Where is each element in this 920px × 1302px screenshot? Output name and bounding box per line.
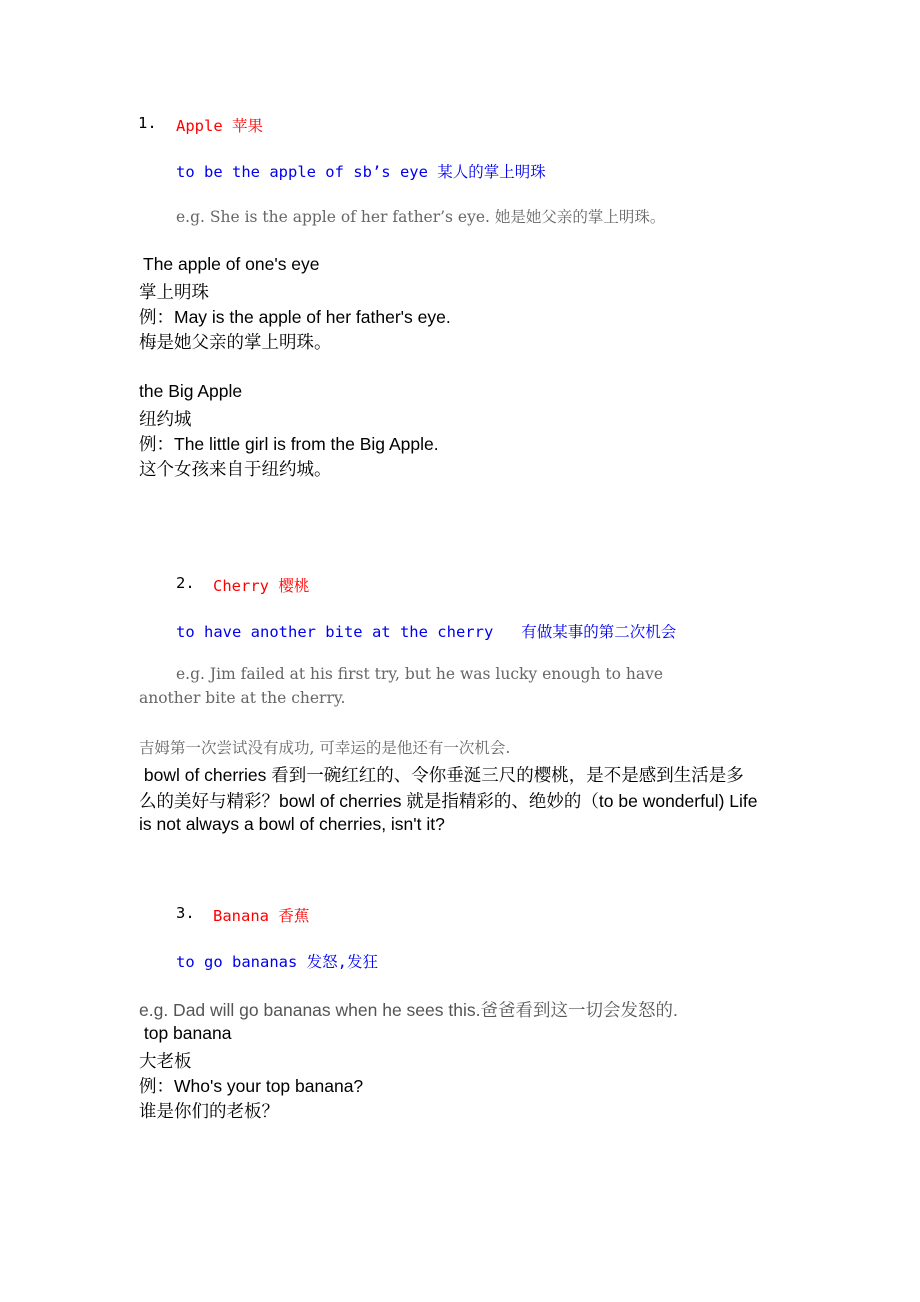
extra-meaning: 掌上明珠 [139,282,209,302]
bowl-of-cherries-line-2: 么的美好与精彩？bowl of cherries 就是指精彩的、绝妙的（to be wonderful) Life [139,791,758,811]
section-1-example: e.g. She is the apple of her father’s eye. 她是她父亲的掌上明珠。 [176,208,666,226]
extra-example-zh: 这个女孩来自于纽约城。 [139,459,332,479]
extra-example-zh: 梅是她父亲的掌上明珠。 [139,332,332,352]
section-2-title: Cherry 樱桃 [213,577,310,595]
extra-example-en: 例：May is the apple of her father's eye. [139,307,451,327]
extra-phrase: The apple of one's eye [143,254,320,274]
extra-meaning: 纽约城 [139,409,192,429]
section-2-number: 2. [176,574,195,592]
section-2-example-line-1: e.g. Jim failed at his first try, but he was lucky enough to have [176,665,664,683]
section-2-idiom: to have another bite at the cherry 有做某事的第二次机会 [176,623,677,641]
extra-meaning: 大老板 [139,1051,192,1071]
section-3-example: e.g. Dad will go bananas when he sees this.爸爸看到这一切会发怒的. [139,1000,678,1020]
extra-phrase: top banana [139,1023,232,1043]
section-1-title: Apple 苹果 [176,117,263,135]
section-1-idiom: to be the apple of sb’s eye 某人的掌上明珠 [176,163,546,181]
bowl-of-cherries-line-1: bowl of cherries 看到一碗红红的、令你垂涎三尺的樱桃，是不是感到生活是多 [139,765,744,785]
extra-example-zh: 谁是你们的老板？ [139,1101,279,1121]
extra-phrase: the Big Apple [139,381,243,401]
section-3-title: Banana 香蕉 [213,907,310,925]
bowl-of-cherries-line-3: is not always a bowl of cherries, isn't it? [139,814,445,834]
section-3-idiom: to go bananas 发怒,发狂 [176,953,378,971]
section-2-example-zh: 吉姆第一次尝试没有成功, 可幸运的是他还有一次机会. [139,739,511,757]
section-1-number: 1. [138,114,157,132]
section-3-number: 3. [176,904,195,922]
extra-example-en: 例：The little girl is from the Big Apple. [139,434,439,454]
section-2-example-line-2: another bite at the cherry. [139,689,346,707]
extra-example-en: 例：Who's your top banana? [139,1076,364,1096]
